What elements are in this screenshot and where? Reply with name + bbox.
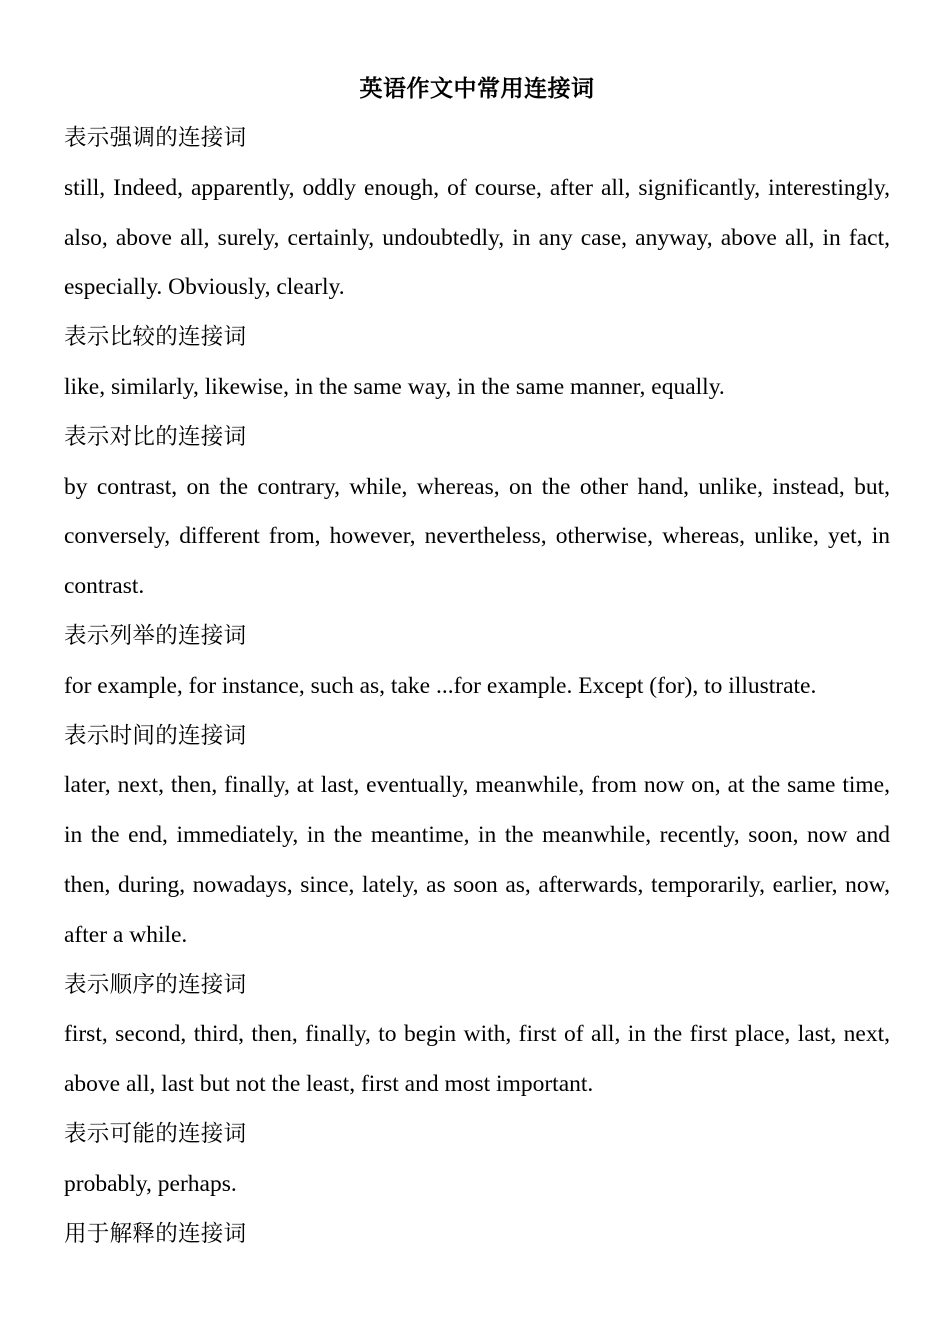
section-enumeration <box>64 612 890 712</box>
section-emphasis <box>64 114 890 313</box>
section-heading-contrast: 表示对比的连接词 <box>64 423 247 450</box>
section-explanation <box>64 1210 890 1260</box>
section-comparison <box>64 313 890 413</box>
section-time <box>64 712 890 961</box>
section-sequence <box>64 961 890 1110</box>
section-heading-sequence: 表示顺序的连接词 <box>64 971 247 998</box>
section-text-possibility: probably, perhaps. <box>64 1170 237 1197</box>
section-contrast <box>64 413 890 612</box>
section-text-enumeration: for example, for instance, such as, take ...for example. Except (for), to illustrate. <box>64 672 817 699</box>
section-heading-enumeration: 表示列举的连接词 <box>64 622 247 649</box>
section-text-emphasis: still, Indeed, apparently, oddly enough, of course, after all, significantly, interestingly, also, above all, surely, certainly, undoubtedly, in any case, anyway, above all, in fact, especially. Obviously, clearly. <box>64 174 890 301</box>
section-heading-explanation: 用于解释的连接词 <box>64 1220 247 1247</box>
document-page <box>64 64 890 1259</box>
section-text-contrast: by contrast, on the contrary, while, whereas, on the other hand, unlike, instead, but, conversely, different from, however, nevertheless, otherwise, whereas, unlike, yet, in contrast. <box>64 473 890 600</box>
section-heading-possibility: 表示可能的连接词 <box>64 1120 247 1147</box>
section-text-time: later, next, then, finally, at last, eventually, meanwhile, from now on, at the same time, in the end, immediately, in the meantime, in the meanwhile, recently, soon, now and then, during, nowadays, since, lately, as soon as, afterwards, temporarily, earlier, now, after a while. <box>64 772 890 948</box>
section-heading-comparison: 表示比较的连接词 <box>64 324 247 351</box>
document-title: 英语作文中常用连接词 <box>359 76 595 102</box>
section-possibility <box>64 1110 890 1210</box>
section-heading-emphasis: 表示强调的连接词 <box>64 125 247 151</box>
section-text-sequence: first, second, third, then, finally, to begin with, first of all, in the first place, last, next, above all, last but not the least, first and most important. <box>64 1021 890 1098</box>
section-text-comparison: like, similarly, likewise, in the same way, in the same manner, equally. <box>64 373 725 400</box>
section-heading-time: 表示时间的连接词 <box>64 722 247 749</box>
